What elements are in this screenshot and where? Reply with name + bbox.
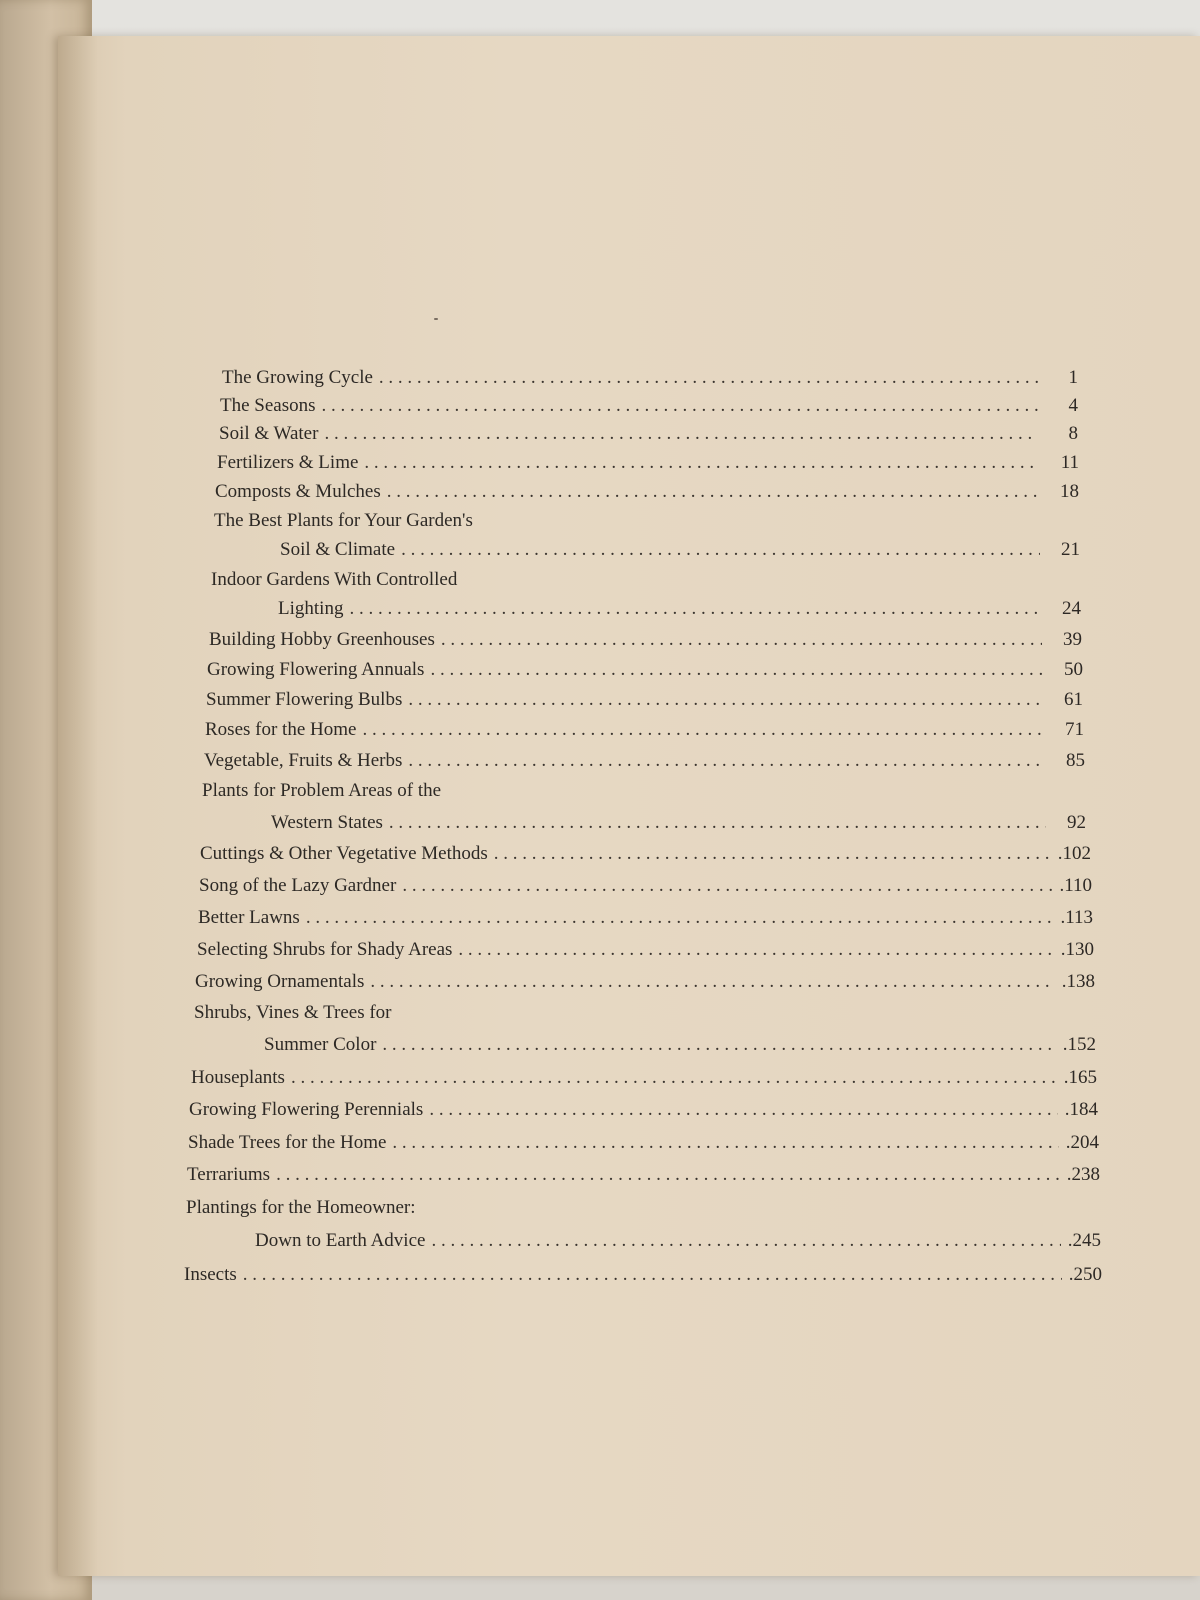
- dot-leader: [387, 480, 1039, 504]
- toc-entry-continuation: Summer Color: [264, 1034, 377, 1055]
- toc-entry-title: Insects: [184, 1264, 237, 1285]
- toc-entry-summer-color-line2: [264, 1033, 1096, 1057]
- toc-entry-page: .113: [1060, 907, 1093, 928]
- toc-entry-page: 4: [1068, 395, 1078, 416]
- toc-entry-title: Growing Ornamentals: [195, 971, 365, 992]
- toc-entry-title: Selecting Shrubs for Shady Areas: [197, 939, 453, 960]
- toc-entry-title: Indoor Gardens With Controlled: [211, 569, 458, 590]
- dot-leader: [324, 422, 1038, 446]
- toc-entry-insects: [184, 1263, 1102, 1287]
- toc-entry-cuttings: [200, 842, 1091, 866]
- dot-leader: [430, 658, 1043, 682]
- toc-entry-continuation: Lighting: [278, 598, 344, 619]
- toc-entry-continuation: Down to Earth Advice: [255, 1230, 426, 1251]
- dot-leader: [379, 366, 1038, 390]
- dot-leader: [408, 688, 1043, 712]
- toc-entry-composts-mulches: [215, 480, 1079, 504]
- toc-entry-page: 50: [1064, 659, 1083, 680]
- toc-entry-page: 92: [1067, 812, 1086, 833]
- toc-entry-title: Growing Flowering Annuals: [207, 659, 425, 680]
- toc-entry-page: 1: [1068, 367, 1078, 388]
- toc-entry-title: Composts & Mulches: [215, 481, 381, 502]
- toc-entry-perennials: [189, 1098, 1098, 1122]
- toc-entry-page: 18: [1060, 481, 1079, 502]
- toc-entry-title: Soil & Water: [219, 423, 319, 444]
- toc-entry-title: Houseplants: [191, 1067, 285, 1088]
- dot-leader: [429, 1098, 1058, 1122]
- dot-leader: [370, 970, 1055, 994]
- dot-leader: [322, 394, 1038, 418]
- toc-entry-title: Shade Trees for the Home: [188, 1132, 387, 1153]
- toc-entry-title: Fertilizers & Lime: [217, 452, 359, 473]
- toc-entry-title: Cuttings & Other Vegetative Methods: [200, 843, 488, 864]
- toc-entry-page: .204: [1065, 1132, 1099, 1153]
- toc-entry-fertilizers-lime: [217, 451, 1079, 475]
- toc-entry-vegetables: [204, 749, 1085, 773]
- toc-entry-indoor-gardens-line1: [211, 568, 1081, 592]
- toc-entry-title: Plants for Problem Areas of the: [202, 780, 442, 801]
- toc-entry-title: Vegetable, Fruits & Herbs: [204, 750, 403, 771]
- dot-leader: [382, 1033, 1056, 1057]
- toc-entry-title: Building Hobby Greenhouses: [209, 629, 435, 650]
- dot-leader: [441, 628, 1042, 652]
- toc-entry-page: .102: [1057, 843, 1091, 864]
- toc-entry-title: Shrubs, Vines & Trees for: [194, 1002, 392, 1023]
- dot-leader: [458, 938, 1054, 962]
- toc-entry-page: .138: [1061, 971, 1095, 992]
- toc-entry-page: 71: [1065, 719, 1084, 740]
- dot-leader: [408, 749, 1045, 773]
- dot-leader: [306, 906, 1053, 930]
- toc-entry-page: 24: [1062, 598, 1081, 619]
- toc-entry-page: 21: [1061, 539, 1080, 560]
- dot-leader: [401, 538, 1040, 562]
- toc-entry-page: .130: [1060, 939, 1094, 960]
- dot-leader: [349, 597, 1041, 621]
- toc-entry-title: The Growing Cycle: [222, 367, 373, 388]
- toc-entry-seasons: [220, 394, 1078, 418]
- dot-leader: [494, 842, 1051, 866]
- toc-entry-summer-color-line1: [194, 1001, 1095, 1025]
- dot-leader: [431, 1229, 1061, 1253]
- toc-entry-homeowner-line2: [255, 1229, 1101, 1253]
- toc-entry-title: Summer Flowering Bulbs: [206, 689, 403, 710]
- toc-entry-page: .165: [1063, 1067, 1097, 1088]
- toc-entry-title: Better Lawns: [198, 907, 300, 928]
- toc-entry-best-plants-line1: [214, 509, 1080, 533]
- toc-entry-indoor-gardens-line2: [278, 597, 1081, 621]
- toc-entry-title: Plantings for the Homeowner:: [186, 1197, 416, 1218]
- toc-entry-shady-shrubs: [197, 938, 1094, 962]
- toc-entry-better-lawns: [198, 906, 1093, 930]
- toc-entry-page: 11: [1060, 452, 1079, 473]
- toc-entry-summer-bulbs: [206, 688, 1083, 712]
- toc-entry-growing-cycle: [222, 366, 1078, 390]
- dot-leader: [291, 1066, 1057, 1090]
- toc-entry-page: .152: [1062, 1034, 1096, 1055]
- toc-entry-page: .245: [1067, 1230, 1101, 1251]
- dot-leader: [362, 718, 1044, 742]
- toc-entry-ornamentals: [195, 970, 1095, 994]
- dot-leader: [392, 1131, 1059, 1155]
- toc-entry-terrariums: [187, 1163, 1100, 1187]
- toc-entry-title: The Best Plants for Your Garden's: [214, 510, 473, 531]
- toc-entry-page: 8: [1068, 423, 1078, 444]
- table-of-contents: [58, 36, 1200, 1576]
- toc-entry-soil-water: [219, 422, 1078, 446]
- dot-leader: [389, 811, 1046, 835]
- toc-entry-shade-trees: [188, 1131, 1099, 1155]
- toc-entry-page: 39: [1063, 629, 1082, 650]
- toc-entry-page: .110: [1059, 875, 1092, 896]
- toc-entry-roses: [205, 718, 1084, 742]
- toc-entry-problem-areas-line2: [271, 811, 1086, 835]
- toc-entry-houseplants: [191, 1066, 1097, 1090]
- toc-entry-page: .238: [1066, 1164, 1100, 1185]
- dot-leader: [243, 1263, 1062, 1287]
- toc-entry-best-plants-line2: [280, 538, 1080, 562]
- toc-entry-continuation: Soil & Climate: [280, 539, 396, 560]
- toc-entry-page: .184: [1064, 1099, 1098, 1120]
- toc-entry-continuation: Western States: [271, 812, 383, 833]
- dot-leader: [402, 874, 1052, 898]
- toc-entry-flowering-annuals: [207, 658, 1083, 682]
- toc-entry-page: 85: [1066, 750, 1085, 771]
- toc-entry-title: Roses for the Home: [205, 719, 357, 740]
- toc-entry-title: Song of the Lazy Gardner: [199, 875, 397, 896]
- dot-leader: [276, 1163, 1060, 1187]
- toc-entry-problem-areas-line1: [202, 779, 1086, 803]
- toc-entry-page: .250: [1068, 1264, 1102, 1285]
- toc-entry-hobby-greenhouses: [209, 628, 1082, 652]
- toc-entry-title: The Seasons: [220, 395, 316, 416]
- book-page: [58, 36, 1200, 1576]
- toc-entry-homeowner-line1: [186, 1196, 1100, 1220]
- toc-entry-title: Growing Flowering Perennials: [189, 1099, 424, 1120]
- toc-entry-lazy-gardner: [199, 874, 1092, 898]
- toc-entry-title: Terrariums: [187, 1164, 271, 1185]
- toc-entry-page: 61: [1064, 689, 1083, 710]
- dot-leader: [364, 451, 1039, 475]
